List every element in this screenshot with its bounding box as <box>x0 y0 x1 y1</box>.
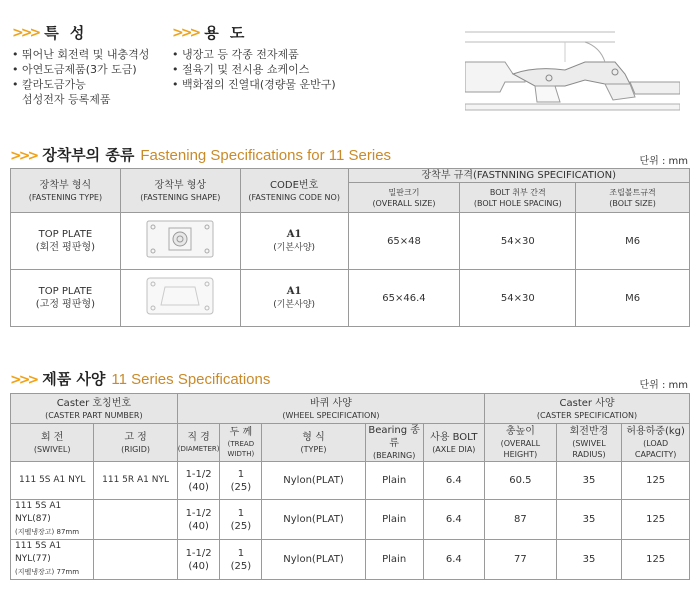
table-row <box>11 540 690 580</box>
feature-item: • 아연도금제품(3가 도금) <box>12 63 137 76</box>
rigid-part-cell <box>94 540 177 580</box>
fastening-shape-cell <box>120 270 240 327</box>
swivel-part-cell: 111 5S A1 NYL(77) (지펠냉장고) 77mm <box>11 540 94 580</box>
type-cell: Nylon(PLAT) <box>262 500 365 540</box>
use-item: • 냉장고 등 각종 전자제품 <box>172 48 299 61</box>
bolt-size-cell: M6 <box>576 270 690 327</box>
table-row <box>11 270 690 327</box>
overall-size-cell: 65×46.4 <box>348 270 460 327</box>
caster-cross-section-drawing <box>465 22 680 112</box>
type-cell: Nylon(PLAT) <box>262 540 365 580</box>
swivel-part-cell: 111 5S A1 NYL(87) (지펠냉장고) 87mm <box>11 500 94 540</box>
fastening-title-en: Fastening Specifications for 11 Series <box>140 147 392 164</box>
header-bolt-hole-spacing: BOLT 취부 간격 (BOLT HOLE SPACING) <box>460 183 576 213</box>
rigid-part-cell <box>94 500 177 540</box>
axle-cell: 6.4 <box>423 462 485 500</box>
height-cell: 77 <box>485 540 557 580</box>
load-cell: 125 <box>622 500 690 540</box>
features-title: 특 성 <box>44 24 88 42</box>
overall-size-cell: 65×48 <box>348 213 460 270</box>
chevrons-icon: >>> <box>172 24 199 41</box>
diameter-cell: 1-1/2 (40) <box>177 540 220 580</box>
rigid-part-cell: 111 5R A1 NYL <box>94 462 177 500</box>
features-block <box>12 22 149 107</box>
product-title-en: 11 Series Specifications <box>111 371 271 388</box>
diameter-cell: 1-1/2 (40) <box>177 462 220 500</box>
fastening-type-cell: TOP PLATE (회전 평판형) <box>11 213 121 270</box>
diameter-cell: 1-1/2 (40) <box>177 500 220 540</box>
header-type: 형 식 (TYPE) <box>262 424 365 462</box>
table-row <box>11 500 690 540</box>
fastening-unit: 단위 : mm <box>639 156 688 167</box>
header-swivel: 회 전 (SWIVEL) <box>11 424 94 462</box>
uses-block <box>172 22 336 92</box>
header-fastening-code: CODE번호 (FASTENING CODE NO) <box>240 169 348 213</box>
header-wheel-specification: 바퀴 사양 (WHEEL SPECIFICATION) <box>177 394 484 424</box>
fastening-table <box>10 168 690 327</box>
header-swivel-radius: 회전반경 (SWIVEL RADIUS) <box>556 424 622 462</box>
chevrons-icon: >>> <box>12 24 39 41</box>
swivel-part-cell: 111 5S A1 NYL <box>11 462 94 500</box>
tread-cell: 1 (25) <box>220 462 262 500</box>
header-overall-size: 밀판크기 (OVERALL SIZE) <box>348 183 460 213</box>
bolt-hole-spacing-cell: 54×30 <box>460 213 576 270</box>
axle-cell: 6.4 <box>423 500 485 540</box>
fastening-type-cell: TOP PLATE (고정 평판형) <box>11 270 121 327</box>
bolt-size-cell: M6 <box>576 213 690 270</box>
chevrons-icon: >>> <box>10 148 37 164</box>
fastening-title-ko: 장착부의 종류 <box>42 146 135 164</box>
radius-cell: 35 <box>556 540 622 580</box>
fastening-shape-cell <box>120 213 240 270</box>
header-diameter: 직 경 (DIAMETER) <box>177 424 220 462</box>
header-bolt-size: 조립볼트규격 (BOLT SIZE) <box>576 183 690 213</box>
bearing-cell: Plain <box>365 462 423 500</box>
intro-section <box>0 0 700 120</box>
header-load-capacity: 허용하중(kg) (LOAD CAPACITY) <box>622 424 690 462</box>
height-cell: 87 <box>485 500 557 540</box>
fastening-section-title <box>10 144 391 165</box>
rigid-top-plate-icon <box>145 275 215 317</box>
height-cell: 60.5 <box>485 462 557 500</box>
load-cell: 125 <box>622 540 690 580</box>
tread-cell: 1 (25) <box>220 540 262 580</box>
table-row <box>11 462 690 500</box>
uses-title: 용 도 <box>204 24 248 42</box>
chevrons-icon: >>> <box>10 372 37 388</box>
feature-item: • 칼라도금가능 <box>12 78 86 91</box>
header-overall-height: 총높이 (OVERALL HEIGHT) <box>485 424 557 462</box>
use-item: • 백화점의 진열대(경량물 운반구) <box>172 78 336 91</box>
header-rigid: 고 정 (RIGID) <box>94 424 177 462</box>
table-row <box>11 213 690 270</box>
load-cell: 125 <box>622 462 690 500</box>
header-caster-specification: Caster 사양 (CASTER SPECIFICATION) <box>485 394 690 424</box>
bearing-cell: Plain <box>365 540 423 580</box>
header-fastening-spec: 장착부 규격(FASTNNING SPECIFICATION) <box>348 169 689 183</box>
fastening-code-cell: A1 (기본사양) <box>240 270 348 327</box>
bolt-hole-spacing-cell: 54×30 <box>460 270 576 327</box>
feature-item: • 뛰어난 회전력 및 내충격성 <box>12 48 150 61</box>
header-fastening-type: 장착부 형식 (FASTENING TYPE) <box>11 169 121 213</box>
product-title-ko: 제품 사양 <box>42 370 106 388</box>
swivel-top-plate-icon <box>145 218 215 260</box>
type-cell: Nylon(PLAT) <box>262 462 365 500</box>
feature-item-continuation: 섬성전자 등록제품 <box>22 93 111 106</box>
header-fastening-shape: 장착부 형상 (FASTENING SHAPE) <box>120 169 240 213</box>
header-caster-part-number: Caster 호칭번호 (CASTER PART NUMBER) <box>11 394 178 424</box>
product-section-title <box>10 368 270 389</box>
tread-cell: 1 (25) <box>220 500 262 540</box>
header-tread-width: 두 께 (TREAD WIDTH) <box>220 424 262 462</box>
product-unit: 단위 : mm <box>639 380 688 391</box>
axle-cell: 6.4 <box>423 540 485 580</box>
radius-cell: 35 <box>556 462 622 500</box>
radius-cell: 35 <box>556 500 622 540</box>
product-table <box>10 393 690 580</box>
use-item: • 절육기 및 전시용 쇼케이스 <box>172 63 310 76</box>
header-axle-dia: 사용 BOLT (AXLE DIA) <box>423 424 485 462</box>
header-bearing: Bearing 종류 (BEARING) <box>365 424 423 462</box>
fastening-code-cell: A1 (기본사양) <box>240 213 348 270</box>
bearing-cell: Plain <box>365 500 423 540</box>
